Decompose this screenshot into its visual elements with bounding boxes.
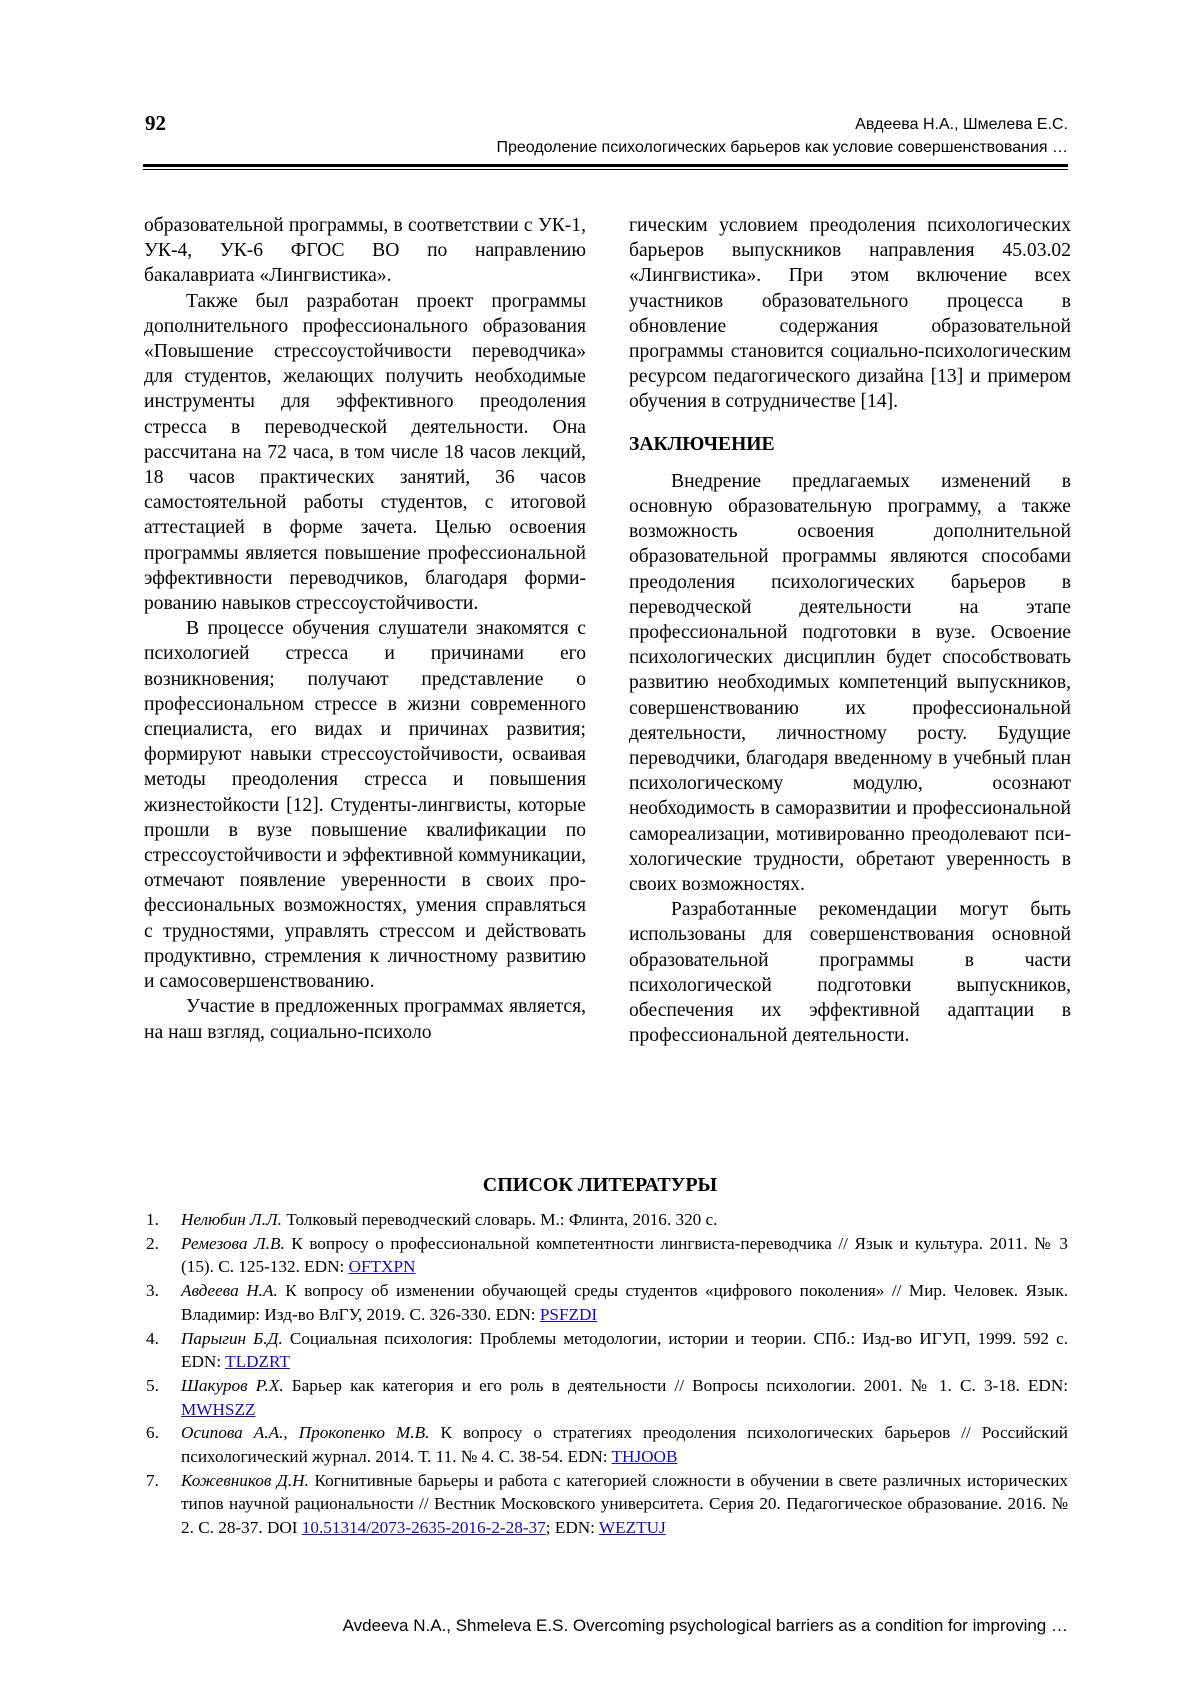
header-rule-thick (143, 164, 1068, 167)
paragraph: Разработанные рекомендации могут быть использованы для совершенствования основной образовательной программы в части психологической подготовки выпускников, обеспечения их эффективной адаптации в профессиональной деятельности. (629, 899, 1071, 1047)
reference-item: 5. Шакуров Р.Х. Барьер как категория и его роль в деятельности // Вопросы психологии. 2001. № 1. С. 3-18. EDN: MWHSZZ (146, 1375, 1069, 1419)
edn-link[interactable]: OFTXPN (348, 1257, 416, 1277)
reference-author: Осипова А.А., Прокопенко М.В. (181, 1423, 430, 1443)
header-rule-thin (143, 169, 1068, 170)
paragraph: В процессе обучения слушатели знакомятся с психологией стресса и причинами его возникновения; получают представление о профессиональном стрессе в жизни современного специалиста, его видах и причинах развития; формируют навыки стрессоустойчивости, осваивая методы преодоления стресса и повышения жизнестойкости [12]. Студенты-лингвисты, которые прошли в вузе повышение квалификации по стрессоустойчивости и эффективной коммуникации, отмечают появление уверенности в своих профессиональных возможностях, умения справляться с трудностями, управлять стрессом и действовать продуктивно, стремления к личностному развитию и самосовершенствованию. (144, 618, 586, 993)
edn-link[interactable]: PSFZDI (539, 1304, 598, 1324)
reference-author: Ремезова Л.В. (181, 1233, 285, 1253)
reference-item: 1. Нелюбин Л.Л. Толковый переводческий словарь. М.: Флинта, 2016. 320 с. (146, 1210, 718, 1229)
edn-link[interactable]: THJOOB (611, 1447, 678, 1467)
reference-item: 3. Авдеева Н.А. К вопросу об изменении обучающей среды студентов «цифрового поколения» // Мир. Человек. Язык. Владимир: Изд-во ВлГУ, 2019. С. 326-330. EDN: PSFZDI (146, 1281, 1068, 1324)
section-heading-conclusion: ЗАКЛЮЧЕНИЕ (629, 433, 775, 455)
left-column (144, 213, 586, 1045)
references-list (144, 1208, 1068, 1540)
reference-author: Нелюбин Л.Л. (181, 1210, 282, 1229)
reference-author: Шакуров Р.Х. (181, 1375, 284, 1395)
edn-link[interactable]: MWHSZZ (181, 1399, 256, 1419)
references-heading: СПИСОК ЛИТЕРАТУРЫ (482, 1174, 718, 1196)
page-number: 92 (145, 111, 166, 135)
running-header-title: Преодоление психологических барьеров как условие совершенствования … (496, 139, 1068, 156)
running-footer: Avdeeva N.A., Shmeleva E.S. Overcoming psychological barriers as a condition for improving … (342, 1616, 1068, 1635)
edn-link[interactable]: TLDZRT (225, 1352, 290, 1372)
paragraph: образовательной программы, в соответствии с УК-1, УК-4, УК-6 ФГОС ВО по направлению бакалавриата «Лингвистика». (144, 215, 586, 287)
paragraph: Участие в предложенных программах является, на наш взгляд, социально-психоло (144, 996, 586, 1043)
edn-link[interactable]: WEZTUJ (598, 1518, 666, 1538)
paragraph: Также был разработан проект программы дополнительного профессионального образования «Повышение стрессоустойчивости переводчика» для студентов, желающих получить необходимые инструменты для эффективного преодоления стресса в переводческой деятельности. Она рассчитана на 72 часа, в том числе 18 часов лекций, 18 часов практических занятий, 36 часов самостоятельной работы студентов, с итоговой аттестацией в форме зачета. Целью освоения программы является повышение профессиональной эффективности переводчиков, благодаря формированию навыков стрессоустойчивости. (144, 290, 586, 615)
paragraph: гическим условием преодоления психологических барьеров выпускников направления 45.03.02 «Лингвистика». При этом включение всех участников образовательного процесса в обновление содержания образовательной программы становится социально-психологическим ресурсом педагогического дизайна [13] и примером обучения в сотрудничестве [14]. (629, 215, 1071, 413)
reference-item: 6. Осипова А.А., Прокопенко М.В. К вопросу о стратегиях преодоления психологических барьеров // Российский психологический журнал. 2014. Т. 11. № 4. С. 38-54. EDN: THJOOB (146, 1423, 1068, 1467)
reference-author: Кожевников Д.Н. (181, 1470, 309, 1490)
paragraph: Внедрение предлагаемых изменений в основную образовательную программу, а также возможность освоения дополнительной образовательной программы являются способами преодоления психологических барьеров в переводческой деятельности на этапе профессиональной подготовки в вузе. Освоение психологических дисциплин будет способствовать развитию необходимых компетенций выпускников, совершенствованию их профессиональной деятельности, личностному росту. Будущие переводчики, благодаря введенному в учебный план психологическому модулю, осознают необходимость в саморазвитии и профессиональной самореализации, мотивированно преодолевают психологические трудности, обретают уверенность в своих возможностях. (629, 470, 1071, 896)
reference-item: 7. Кожевников Д.Н. Когнитивные барьеры и работа с категорией сложности в обучении в свете различных исторических типов научной рациональности // Вестник Московского университета. Серия 20. Педагогическое образование. 2016. № 2. С. 28-37. DOI 10.51314/2073-2635-2016-2-28-37; EDN: WEZTUJ (146, 1470, 1068, 1538)
running-header-authors: Авдеева Н.А., Шмелева Е.С. (855, 116, 1068, 133)
reference-item: 2. Ремезова Л.В. К вопросу о профессиональной компетентности лингвиста-переводчика // Язык и культура. 2011. № 3 (15). С. 125-132. EDN: OFTXPN (146, 1233, 1068, 1277)
right-column (629, 213, 1071, 1049)
reference-item: 4. Парыгин Б.Д. Социальная психология: Проблемы методологии, истории и теории. СПб.: Изд-во ИГУП, 1999. 592 с. EDN: TLDZRT (146, 1328, 1068, 1372)
reference-author: Парыгин Б.Д. (181, 1328, 283, 1348)
doi-link[interactable]: 10.51314/2073-2635-2016-2-28-37 (301, 1518, 546, 1538)
reference-author: Авдеева Н.А. (181, 1281, 278, 1301)
